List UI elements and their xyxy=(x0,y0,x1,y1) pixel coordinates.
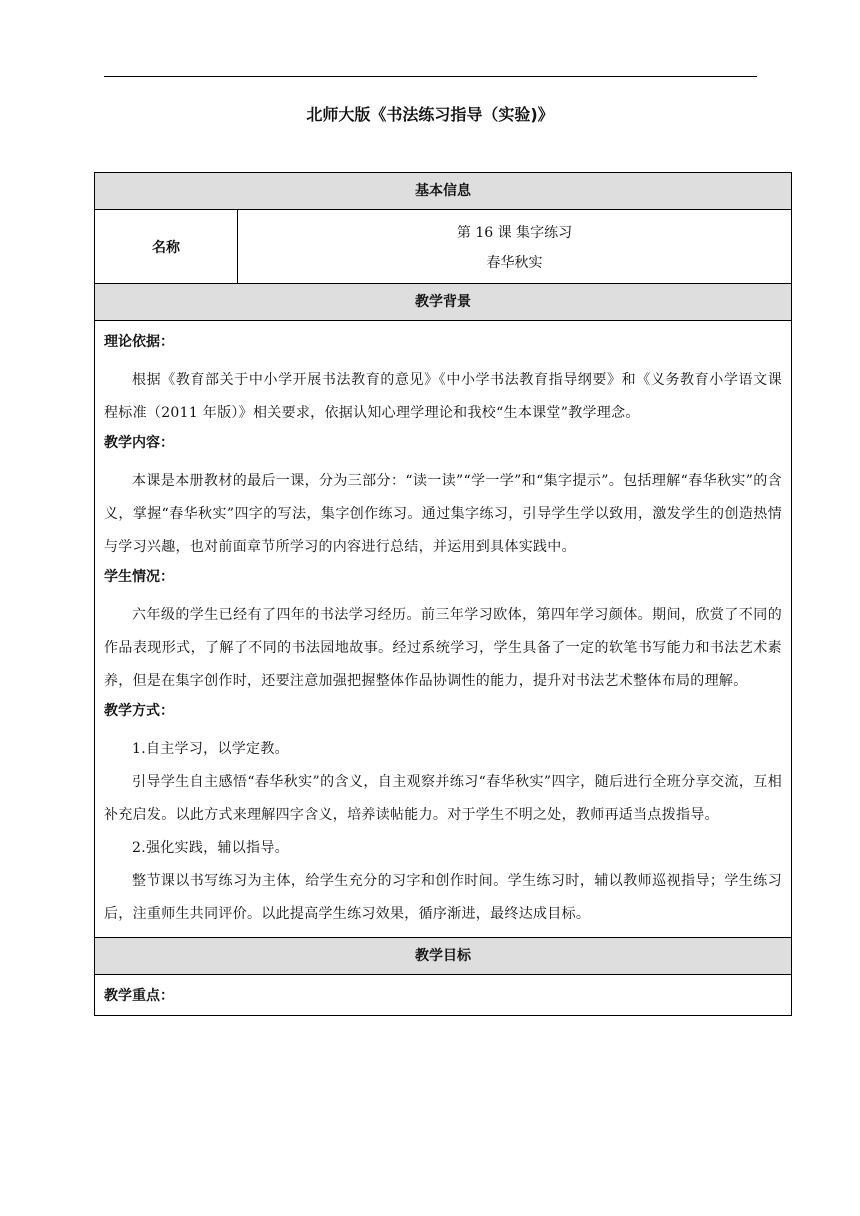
lesson-title: 第 16 课 集字练习 xyxy=(456,225,573,241)
key-points-label: 教学重点： xyxy=(104,988,174,1004)
method-2-title: 2.强化实践，辅以指导。 xyxy=(132,840,289,856)
goals-section xyxy=(95,975,791,1007)
students-text: 六年级的学生已经有了四年的书法学习经历。前三年学习欧体，第四年学习颜体。期间，欣赏了不同的作品表现形式，了解了不同的书法园地故事。经过系统学习，学生具备了一定的软笔书写能力和书法艺术素养，但是在集字创作时，还要注意加强把握整体作品协调性的能力，提升对书法艺术整体布局的理解。 xyxy=(104,607,782,689)
method-1-text: 引导学生自主感悟“春华秋实”的含义，自主观察并练习“春华秋实”四字，随后进行全班分享交流，互相补充启发。以此方式来理解四字含义，培养读帖能力。对于学生不明之处，教师再适当点拨指导。 xyxy=(104,774,782,823)
content-label: 教学内容： xyxy=(104,435,174,451)
students-label: 学生情况： xyxy=(104,569,174,585)
background-header: 教学背景 xyxy=(95,284,791,321)
name-row xyxy=(95,210,791,284)
lesson-table xyxy=(94,172,792,1016)
theory-text: 根据《教育部关于中小学开展书法教育的意见》《中小学书法教育指导纲要》和《义务教育小学语文课程标准（2011 年版）》相关要求，依据认知心理学理论和我校“生本课堂”教学理念。 xyxy=(104,372,782,421)
name-value xyxy=(238,210,791,283)
lesson-subject: 春华秋实 xyxy=(486,255,543,271)
background-section xyxy=(95,321,791,938)
content-text: 本课是本册教材的最后一课，分为三部分：“读一读”“学一学”和“集字提示”。包括理解“春华秋实”的含义，掌握“春华秋实”四字的写法，集字创作练习。通过集字练习，引导学生学以致用，激发学生的创造热情与学习兴趣，也对前面章节所学习的内容进行总结，并运用到具体实践中。 xyxy=(104,473,782,555)
method-2-text: 整节课以书写练习为主体，给学生充分的习字和创作时间。学生练习时，辅以教师巡视指导；学生练习后，注重师生共同评价。以此提高学生练习效果，循序渐进，最终达成目标。 xyxy=(104,873,782,922)
basic-info-header: 基本信息 xyxy=(95,173,791,210)
header-rule xyxy=(104,76,757,77)
document-title: 北师大版《书法练习指导（实验)》 xyxy=(306,105,554,124)
method-label: 教学方式： xyxy=(104,703,174,719)
theory-label: 理论依据： xyxy=(104,334,174,350)
goals-header: 教学目标 xyxy=(95,938,791,975)
name-label: 名称 xyxy=(95,210,238,283)
method-1-title: 1.自主学习，以学定教。 xyxy=(132,741,289,757)
